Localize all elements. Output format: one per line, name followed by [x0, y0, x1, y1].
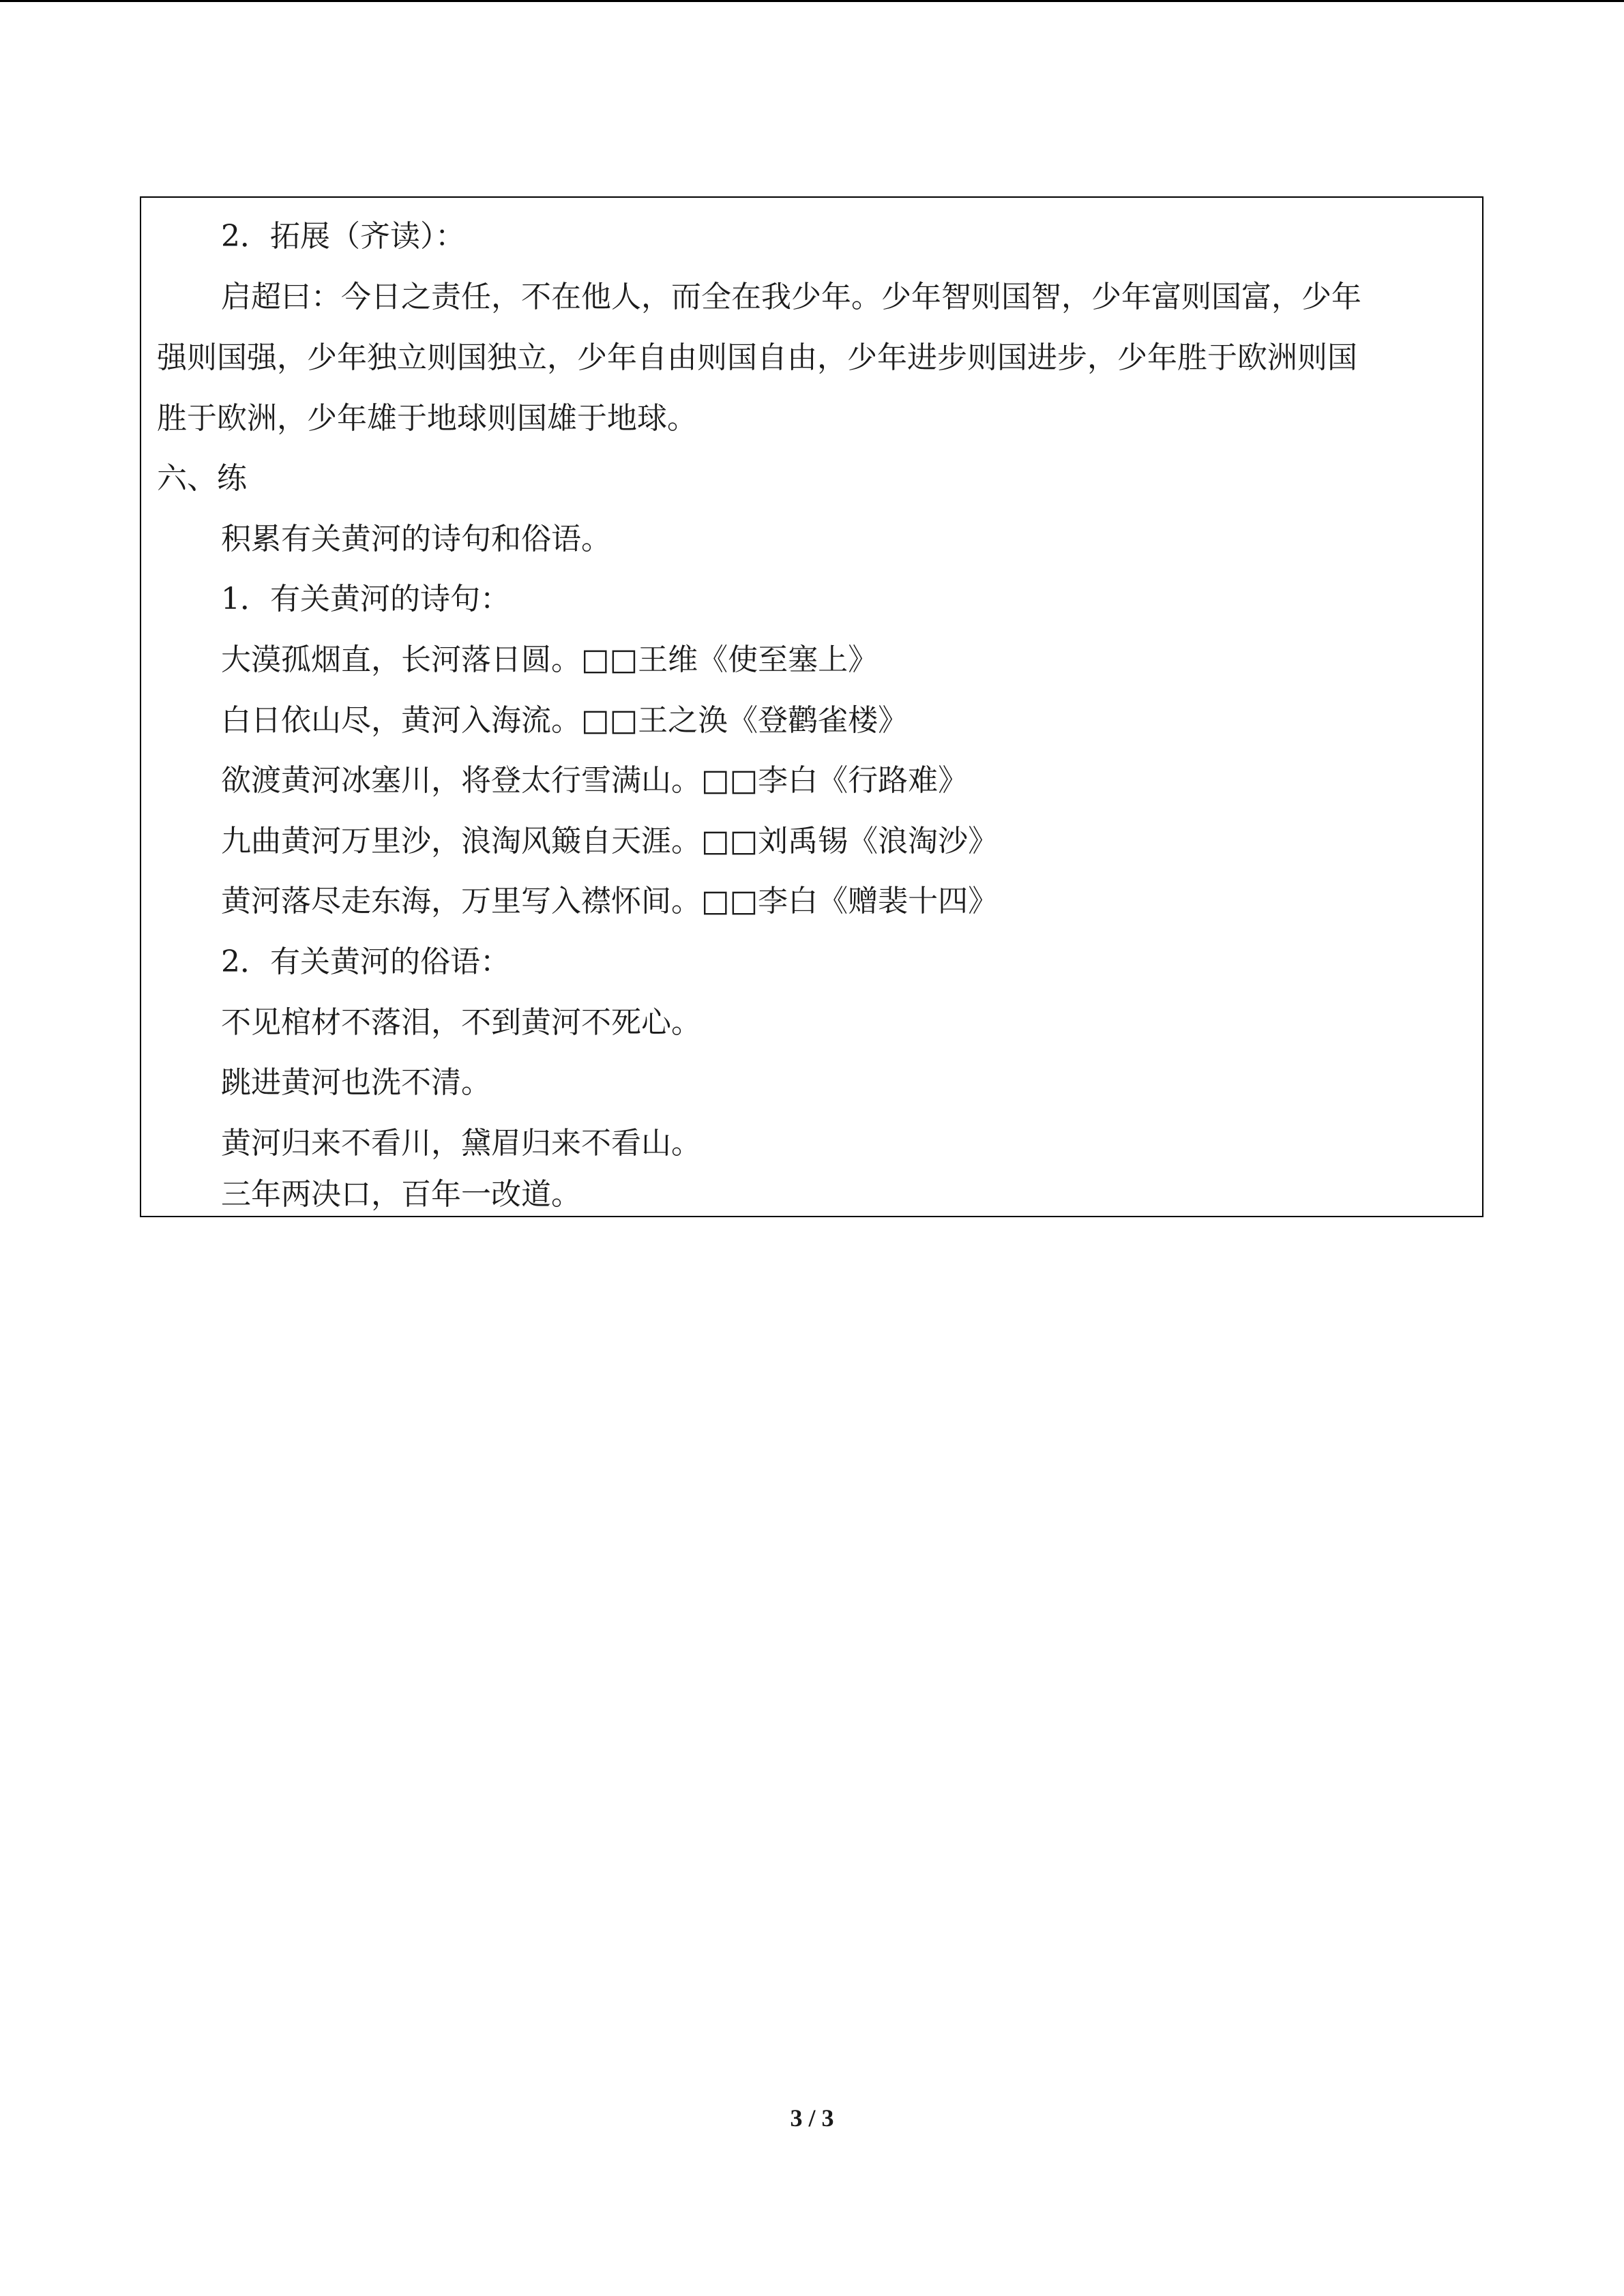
practice-intro: 积累有关黄河的诗句和俗语。: [221, 522, 611, 556]
extension-heading: 2．拓展（齐读）：: [221, 219, 465, 254]
poem-line: 大漠孤烟直，长河落日圆。□□王维《使至塞上》: [221, 642, 879, 677]
poem-line: 白日依山尽，黄河入海流。□□王之涣《登鹳雀楼》: [221, 703, 909, 738]
poem-line: 黄河落尽走东海，万里写入襟怀间。□□李白《赠裴十四》: [221, 884, 999, 919]
extension-para-line-3: 胜于欧洲，少年雄于地球则国雄于地球。: [157, 401, 697, 436]
poem-line: 九曲黄河万里沙，浪淘风簸自天涯。□□刘禹锡《浪淘沙》: [221, 824, 999, 859]
practice-heading: 六、练: [157, 461, 247, 496]
poem-line: 欲渡黄河冰塞川，将登太行雪满山。□□李白《行路难》: [221, 763, 969, 798]
sayings-heading: 2．有关黄河的俗语：: [221, 944, 510, 979]
extension-para-line-1: 启超曰：今日之责任，不在他人，而全在我少年。少年智则国智，少年富则国富，少年: [221, 280, 1361, 314]
extension-para-line-2: 强则国强，少年独立则国独立，少年自由则国自由，少年进步则国进步，少年胜于欧洲则国: [157, 340, 1357, 375]
lesson-content-box: [140, 196, 1483, 1217]
poems-heading: 1．有关黄河的诗句：: [221, 582, 510, 616]
page-top-rule: [0, 0, 1624, 2]
page-number: 3 / 3: [790, 2104, 834, 2132]
saying-line: 三年两决口，百年一改道。: [221, 1177, 581, 1212]
saying-line: 黄河归来不看川，黛眉归来不看山。: [221, 1126, 701, 1161]
saying-line: 跳进黄河也洗不清。: [221, 1065, 491, 1100]
saying-line: 不见棺材不落泪，不到黄河不死心。: [221, 1005, 701, 1040]
